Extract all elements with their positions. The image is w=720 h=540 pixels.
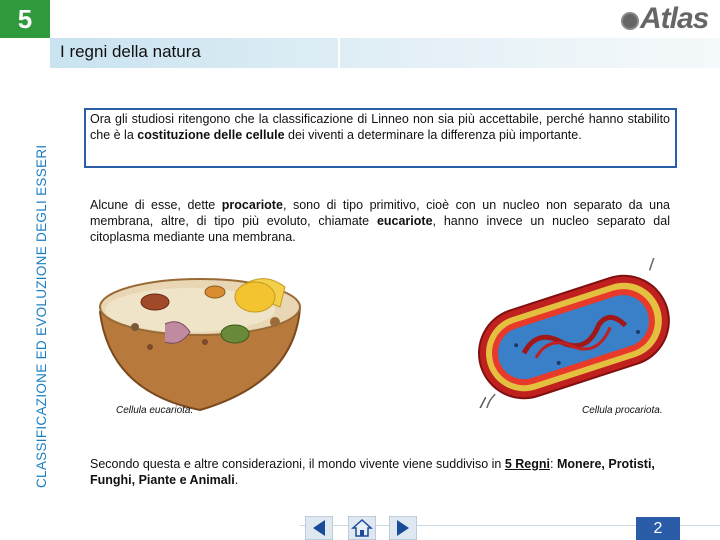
page-number: 2 [636,517,680,540]
forward-arrow-icon[interactable] [389,516,417,540]
title-divider [338,38,340,68]
prokaryotic-caption: Cellula procariota. [582,405,663,416]
eukaryotic-caption: Cellula eucariota. [116,405,194,416]
conclusion-paragraph: Secondo questa e altre considerazioni, il mondo vivente viene suddiviso in 5 Regni: Monere, Protisti, Funghi, Piante e Animali. [90,457,655,487]
sidebar-label: CLASSIFICAZIONE ED EVOLUZIONE DEGLI ESSERI [34,144,49,488]
prokaryotic-cell-image [460,258,680,408]
back-arrow-icon[interactable] [305,516,333,540]
cells-paragraph: Alcune di esse, dette procariote, sono di tipo primitivo, cioè con un nucleo non separato da una membrana, altre, di tipo più evoluto, chiamate eucariote, hanno invece un nucleo separato dal citoplasma mediante una membrana. [90,198,670,244]
home-icon[interactable] [348,516,376,540]
intro-paragraph: Ora gli studiosi ritengono che la classificazione di Linneo non sia più accettabile, perché hanno stabilito che è la costituzione delle cellule dei viventi a determinare la differenza più importante. [90,112,670,142]
chapter-number: 5 [17,4,33,34]
globe-icon [621,12,639,30]
eukaryotic-cell-image [95,262,305,412]
atlas-logo: Atlas [640,2,709,35]
page-title: I regni della natura [60,42,201,61]
